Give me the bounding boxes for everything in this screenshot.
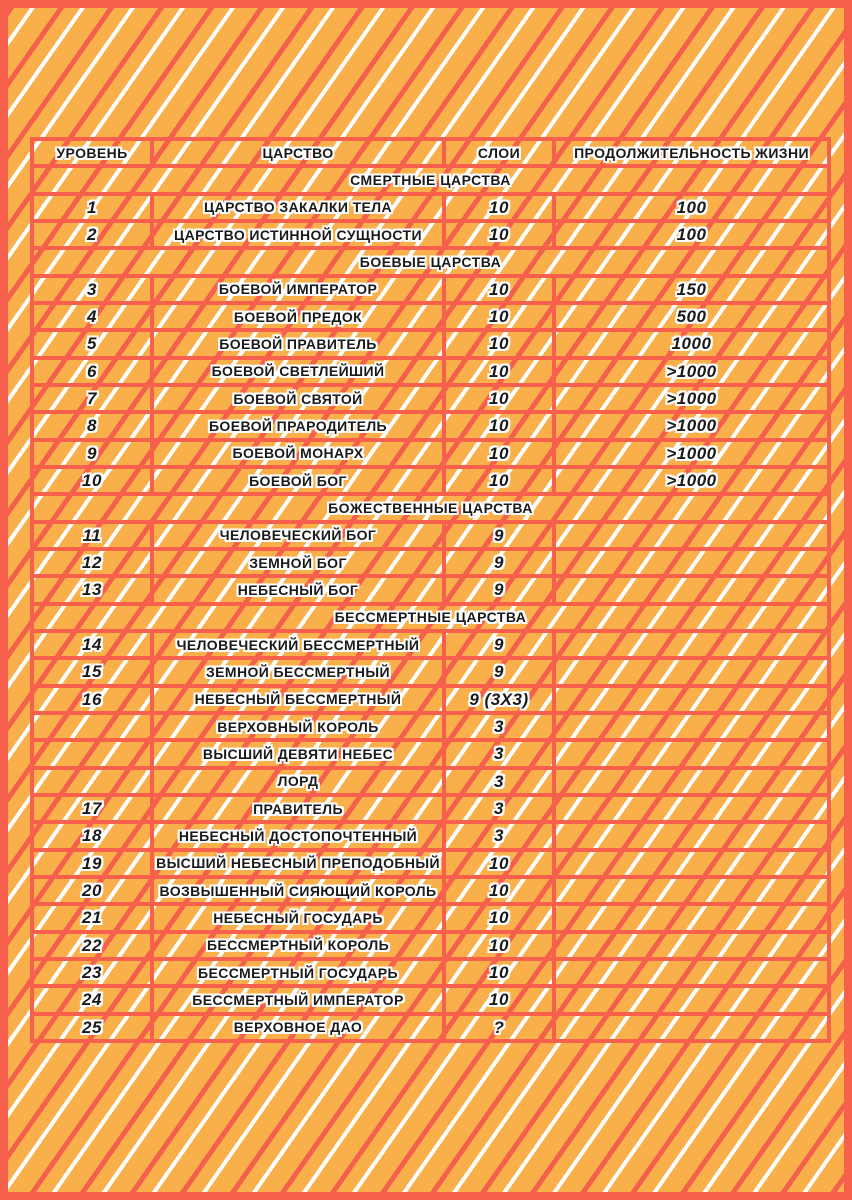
realm-cell: НЕБЕСНЫЙ ГОСУДАРЬ xyxy=(152,904,444,931)
lifespan-cell xyxy=(554,932,829,959)
col-header-layers: СЛОИ xyxy=(444,139,554,166)
table-row xyxy=(32,740,829,767)
level-cell: 5 xyxy=(32,330,152,357)
lifespan-cell xyxy=(554,959,829,986)
level-cell: 15 xyxy=(32,658,152,685)
section-row xyxy=(32,494,829,521)
lifespan-cell xyxy=(554,549,829,576)
section-label: БЕССМЕРТНЫЕ ЦАРСТВА xyxy=(32,604,829,631)
level-cell: 13 xyxy=(32,576,152,603)
lifespan-cell xyxy=(554,522,829,549)
layers-cell: 9 xyxy=(444,631,554,658)
level-cell: 2 xyxy=(32,221,152,248)
layers-cell: 10 xyxy=(444,440,554,467)
table-row xyxy=(32,440,829,467)
lifespan-cell: 1000 xyxy=(554,330,829,357)
table-row xyxy=(32,932,829,959)
lifespan-cell: 150 xyxy=(554,276,829,303)
layers-cell: 10 xyxy=(444,986,554,1013)
level-cell: 10 xyxy=(32,467,152,494)
section-row xyxy=(32,248,829,275)
lifespan-cell: 100 xyxy=(554,194,829,221)
table-row xyxy=(32,959,829,986)
level-cell: 19 xyxy=(32,850,152,877)
level-cell: 23 xyxy=(32,959,152,986)
table-row xyxy=(32,986,829,1013)
level-cell: 7 xyxy=(32,385,152,412)
layers-cell: 10 xyxy=(444,385,554,412)
realm-cell: ЧЕЛОВЕЧЕСКИЙ БЕССМЕРТНЫЙ xyxy=(152,631,444,658)
lifespan-cell xyxy=(554,795,829,822)
table-row xyxy=(32,904,829,931)
realm-cell: ЗЕМНОЙ БОГ xyxy=(152,549,444,576)
level-cell: 6 xyxy=(32,358,152,385)
table-row xyxy=(32,822,829,849)
realm-cell: БЕССМЕРТНЫЙ ИМПЕРАТОР xyxy=(152,986,444,1013)
level-cell: 3 xyxy=(32,276,152,303)
table-row xyxy=(32,276,829,303)
realm-cell: ЧЕЛОВЕЧЕСКИЙ БОГ xyxy=(152,522,444,549)
section-label: СМЕРТНЫЕ ЦАРСТВА xyxy=(32,166,829,193)
layers-cell: 10 xyxy=(444,358,554,385)
level-cell xyxy=(32,713,152,740)
layers-cell: 9 (3X3) xyxy=(444,686,554,713)
level-cell: 25 xyxy=(32,1014,152,1042)
level-cell: 17 xyxy=(32,795,152,822)
level-cell: 9 xyxy=(32,440,152,467)
header-row xyxy=(32,139,829,166)
table-row xyxy=(32,194,829,221)
layers-cell: 9 xyxy=(444,549,554,576)
realm-cell: ВЕРХОВНОЕ ДАО xyxy=(152,1014,444,1042)
lifespan-cell xyxy=(554,1014,829,1042)
layers-cell: 10 xyxy=(444,194,554,221)
table-row xyxy=(32,877,829,904)
section-label: БОЕВЫЕ ЦАРСТВА xyxy=(32,248,829,275)
realm-cell: ВЕРХОВНЫЙ КОРОЛЬ xyxy=(152,713,444,740)
level-cell: 16 xyxy=(32,686,152,713)
lifespan-cell xyxy=(554,658,829,685)
realm-cell: НЕБЕСНЫЙ БЕССМЕРТНЫЙ xyxy=(152,686,444,713)
layers-cell: 3 xyxy=(444,795,554,822)
realm-cell: БОЕВОЙ ИМПЕРАТОР xyxy=(152,276,444,303)
level-cell xyxy=(32,768,152,795)
realm-cell: БОЕВОЙ ПРЕДОК xyxy=(152,303,444,330)
layers-cell: 10 xyxy=(444,330,554,357)
table-row xyxy=(32,467,829,494)
realm-cell: БОЕВОЙ МОНАРХ xyxy=(152,440,444,467)
layers-cell: 9 xyxy=(444,522,554,549)
lifespan-cell: 100 xyxy=(554,221,829,248)
table-row xyxy=(32,221,829,248)
cultivation-realms-table xyxy=(30,137,831,1043)
layers-cell: 3 xyxy=(444,768,554,795)
table-row xyxy=(32,303,829,330)
table-row xyxy=(32,549,829,576)
col-header-lifespan: ПРОДОЛЖИТЕЛЬНОСТЬ ЖИЗНИ xyxy=(554,139,829,166)
level-cell: 11 xyxy=(32,522,152,549)
layers-cell: 10 xyxy=(444,932,554,959)
realm-cell: ЦАРСТВО ЗАКАЛКИ ТЕЛА xyxy=(152,194,444,221)
realm-cell: БОЕВОЙ ПРАВИТЕЛЬ xyxy=(152,330,444,357)
layers-cell: 10 xyxy=(444,221,554,248)
layers-cell: 10 xyxy=(444,959,554,986)
lifespan-cell xyxy=(554,686,829,713)
section-row xyxy=(32,166,829,193)
table-row xyxy=(32,631,829,658)
layers-cell: 9 xyxy=(444,576,554,603)
layers-cell: 3 xyxy=(444,822,554,849)
table-row xyxy=(32,412,829,439)
lifespan-cell xyxy=(554,713,829,740)
realm-cell: ЦАРСТВО ИСТИННОЙ СУЩНОСТИ xyxy=(152,221,444,248)
lifespan-cell xyxy=(554,631,829,658)
table-row xyxy=(32,522,829,549)
section-label: БОЖЕСТВЕННЫЕ ЦАРСТВА xyxy=(32,494,829,521)
lifespan-cell: >1000 xyxy=(554,385,829,412)
table-row xyxy=(32,713,829,740)
layers-cell: 3 xyxy=(444,713,554,740)
realm-cell: БЕССМЕРТНЫЙ КОРОЛЬ xyxy=(152,932,444,959)
lifespan-cell: >1000 xyxy=(554,412,829,439)
realm-cell: ВОЗВЫШЕННЫЙ СИЯЮЩИЙ КОРОЛЬ xyxy=(152,877,444,904)
table-row xyxy=(32,768,829,795)
layers-cell: 3 xyxy=(444,740,554,767)
layers-cell: 10 xyxy=(444,904,554,931)
layers-cell: 9 xyxy=(444,658,554,685)
table-row xyxy=(32,850,829,877)
realm-cell: БОЕВОЙ СВЕТЛЕЙШИЙ xyxy=(152,358,444,385)
level-cell: 21 xyxy=(32,904,152,931)
realm-cell: БОЕВОЙ ПРАРОДИТЕЛЬ xyxy=(152,412,444,439)
lifespan-cell: >1000 xyxy=(554,440,829,467)
table-row xyxy=(32,358,829,385)
level-cell: 24 xyxy=(32,986,152,1013)
lifespan-cell: >1000 xyxy=(554,358,829,385)
table-row xyxy=(32,795,829,822)
realm-cell: НЕБЕСНЫЙ ДОСТОПОЧТЕННЫЙ xyxy=(152,822,444,849)
level-cell: 12 xyxy=(32,549,152,576)
level-cell: 14 xyxy=(32,631,152,658)
layers-cell: 10 xyxy=(444,303,554,330)
lifespan-cell xyxy=(554,740,829,767)
table-row xyxy=(32,576,829,603)
level-cell: 8 xyxy=(32,412,152,439)
level-cell: 18 xyxy=(32,822,152,849)
lifespan-cell xyxy=(554,877,829,904)
table-row xyxy=(32,686,829,713)
layers-cell: 10 xyxy=(444,877,554,904)
realm-cell: ЛОРД xyxy=(152,768,444,795)
level-cell: 1 xyxy=(32,194,152,221)
layers-cell: 10 xyxy=(444,467,554,494)
level-cell: 20 xyxy=(32,877,152,904)
lifespan-cell xyxy=(554,904,829,931)
table-row xyxy=(32,1014,829,1042)
table-row xyxy=(32,330,829,357)
lifespan-cell xyxy=(554,768,829,795)
realm-cell: ВЫСШИЙ НЕБЕСНЫЙ ПРЕПОДОБНЫЙ xyxy=(152,850,444,877)
realm-cell: ЗЕМНОЙ БЕССМЕРТНЫЙ xyxy=(152,658,444,685)
realm-cell: БОЕВОЙ БОГ xyxy=(152,467,444,494)
lifespan-cell: 500 xyxy=(554,303,829,330)
level-cell xyxy=(32,740,152,767)
level-cell: 4 xyxy=(32,303,152,330)
lifespan-cell xyxy=(554,576,829,603)
col-header-level: УРОВЕНЬ xyxy=(32,139,152,166)
realm-cell: ВЫСШИЙ ДЕВЯТИ НЕБЕС xyxy=(152,740,444,767)
col-header-realm: ЦАРСТВО xyxy=(152,139,444,166)
realm-cell: БОЕВОЙ СВЯТОЙ xyxy=(152,385,444,412)
realm-cell: БЕССМЕРТНЫЙ ГОСУДАРЬ xyxy=(152,959,444,986)
layers-cell: 10 xyxy=(444,850,554,877)
lifespan-cell: >1000 xyxy=(554,467,829,494)
realm-cell: НЕБЕСНЫЙ БОГ xyxy=(152,576,444,603)
section-row xyxy=(32,604,829,631)
table-row xyxy=(32,658,829,685)
layers-cell: 10 xyxy=(444,276,554,303)
lifespan-cell xyxy=(554,822,829,849)
level-cell: 22 xyxy=(32,932,152,959)
layers-cell: 10 xyxy=(444,412,554,439)
lifespan-cell xyxy=(554,850,829,877)
realm-cell: ПРАВИТЕЛЬ xyxy=(152,795,444,822)
table-row xyxy=(32,385,829,412)
layers-cell: ? xyxy=(444,1014,554,1042)
lifespan-cell xyxy=(554,986,829,1013)
